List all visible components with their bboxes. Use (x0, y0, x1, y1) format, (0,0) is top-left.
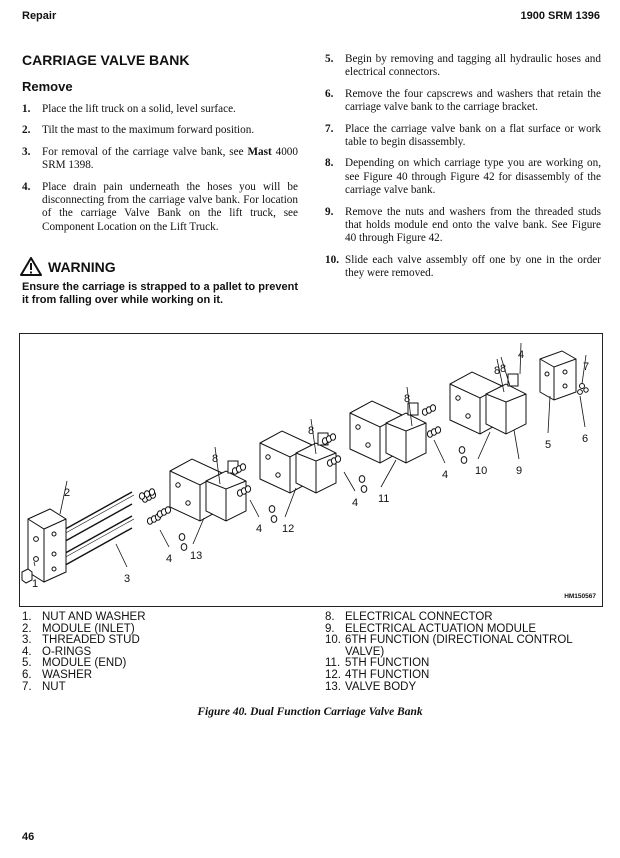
callout-number: 12 (282, 523, 295, 535)
legend-number: 10. (325, 634, 341, 647)
step-text: Place the carriage valve bank on a flat surface or work table to begin disassembly. (345, 122, 601, 149)
callout-7 (582, 355, 589, 384)
legend-number: 11. (325, 657, 341, 670)
callout-4 (250, 500, 262, 535)
step-text: Remove the four capscrews and washers that retain the carriage valve bank to the carriage bracket. (345, 87, 601, 114)
legend-text: MODULE (INLET) (42, 622, 135, 635)
step-number: 9. (325, 205, 334, 218)
legend-text: 4TH FUNCTION (345, 668, 430, 681)
callout-2 (60, 481, 70, 514)
steps-right-column (325, 53, 601, 289)
step-number: 1. (22, 103, 31, 115)
warning-heading (20, 257, 116, 276)
legend-number: 12. (325, 668, 341, 681)
legend-left-column (22, 612, 302, 693)
figure-caption: Figure 40. Dual Function Carriage Valve Bank (197, 706, 423, 718)
step-3 (22, 146, 298, 173)
step-text: Place drain pain underneath the hoses you will be disconnecting from the carriage valve bank. For location of the carriage Valve Bank on the lift truck, see Component Location on the Lift Truck. (42, 180, 298, 233)
callout-number: 4 (518, 349, 525, 361)
callout-4 (434, 440, 448, 481)
callout-number: 11 (378, 493, 390, 505)
step-number: 5. (325, 53, 334, 65)
inlet-o-rings (139, 489, 170, 517)
step-number: 3. (22, 145, 31, 158)
callout-12 (282, 488, 296, 535)
callout-number: 6 (582, 433, 589, 445)
header-section-label: Repair (22, 10, 57, 22)
legend-item (325, 612, 605, 624)
warning-text: Ensure the carriage is strapped to a pallet to prevent it from falling over while working on it. (22, 281, 298, 306)
callout-number: 9 (516, 465, 523, 477)
legend-text: MODULE (END) (42, 657, 127, 670)
legend-item (325, 670, 605, 682)
warning-label: WARNING (48, 258, 116, 275)
legend-text: THREADED STUD (42, 634, 140, 647)
callout-10 (475, 432, 490, 477)
valve-section-1 (142, 459, 246, 550)
legend-right-column (325, 612, 605, 693)
legend-text: WASHER (42, 668, 93, 681)
legend-item (22, 612, 302, 624)
callout-number: 4 (352, 497, 359, 509)
callout-4 (344, 472, 358, 509)
step-text: Depending on which carriage type you are working on, see Figure 40 through Figure 42 for disassembly of the carriage valve bank. (345, 157, 601, 197)
step-text: For removal of the carriage valve bank, see Mast 4000 SRM 1398. (42, 145, 298, 172)
callout-4 (518, 343, 524, 374)
legend-text: ELECTRICAL CONNECTOR (345, 611, 493, 623)
legend-number: 9. (325, 622, 335, 635)
step-10 (325, 254, 601, 281)
callout-3 (116, 544, 130, 585)
exploded-valve-bank-drawing (20, 334, 602, 606)
step-number: 6. (325, 87, 334, 100)
header-doc-number: 1900 SRM 1396 (520, 10, 600, 22)
legend-number: 6. (22, 668, 32, 681)
callout-13 (190, 518, 204, 562)
step-5 (325, 53, 601, 80)
warning-triangle-icon (20, 257, 42, 276)
legend-item (325, 635, 605, 658)
step-number: 4. (22, 180, 31, 193)
callout-number: 1 (32, 578, 39, 590)
legend-text: ELECTRICAL ACTUATION MODULE (345, 622, 537, 635)
step-number: 7. (325, 122, 334, 135)
legend-text: VALVE BODY (345, 680, 417, 693)
valve-section-2 (232, 431, 336, 522)
legend-number: 5. (22, 657, 32, 670)
callout-number: 5 (545, 439, 552, 451)
legend-text: O-RINGS (42, 645, 92, 658)
step-1 (22, 103, 298, 116)
step-number: 8. (325, 157, 334, 170)
valve-sections (139, 372, 526, 550)
step-text: Slide each valve assembly off one by one in the order they were removed. (345, 253, 601, 280)
legend-number: 4. (22, 645, 32, 658)
legend-text: 6TH FUNCTION (DIRECTIONAL CONTROL VALVE) (345, 634, 573, 658)
valve-section-4 (422, 372, 526, 463)
step-4 (22, 181, 298, 235)
legend-number: 2. (22, 622, 32, 635)
step-9 (325, 206, 601, 246)
callout-6 (580, 396, 588, 445)
callout-number: 4 (442, 469, 449, 481)
section-title: CARRIAGE VALVE BANK (22, 52, 190, 68)
page-number: 46 (22, 831, 35, 843)
legend-item (22, 682, 302, 694)
callout-number: 13 (190, 550, 203, 562)
steps-left-column (22, 103, 298, 242)
legend-text: NUT AND WASHER (42, 611, 146, 623)
legend-item (22, 670, 302, 682)
callout-number: 10 (475, 465, 488, 477)
subsection-title: Remove (22, 79, 73, 94)
callout-number: 4 (256, 523, 263, 535)
figure-exploded-view (19, 333, 603, 607)
legend-number: 7. (22, 680, 32, 693)
callout-9 (514, 430, 522, 477)
callout-5 (545, 396, 551, 451)
callout-number: 8 (494, 365, 501, 377)
legend-number: 8. (325, 611, 335, 623)
callout-number: 3 (124, 573, 131, 585)
step-2 (22, 124, 298, 137)
step-7 (325, 123, 601, 150)
figure-code: HM150567 (564, 593, 596, 600)
step-number: 2. (22, 124, 31, 137)
step-text: Tilt the mast to the maximum forward position. (42, 124, 255, 137)
step-number: 10. (325, 253, 339, 266)
callout-number: 4 (166, 553, 173, 565)
step-text: Place the lift truck on a solid, level surface. (42, 103, 236, 115)
step-text: Remove the nuts and washers from the threaded studs that holds module end onto the valve bank. See Figure 40 through Figure 42. (345, 205, 601, 245)
callout-number: 8 (404, 393, 411, 405)
callout-number: 8 (500, 363, 507, 375)
legend-item (325, 682, 605, 694)
legend-number: 13. (325, 680, 341, 693)
callout-number: 8 (308, 425, 315, 437)
legend-number: 1. (22, 611, 32, 623)
step-8 (325, 157, 601, 197)
step-6 (325, 88, 601, 115)
legend-text: NUT (42, 680, 66, 693)
end-module (540, 351, 588, 400)
inlet-module (22, 509, 66, 583)
callout-4 (160, 530, 172, 565)
threaded-studs (60, 492, 134, 568)
legend-text: 5TH FUNCTION (345, 657, 430, 670)
callout-number: 2 (64, 487, 71, 499)
step-text: Begin by removing and tagging all hydraulic hoses and electrical connectors. (345, 53, 601, 79)
callout-number: 7 (583, 361, 590, 373)
callout-11 (378, 460, 396, 505)
legend-number: 3. (22, 634, 32, 647)
callout-number: 8 (212, 453, 219, 465)
